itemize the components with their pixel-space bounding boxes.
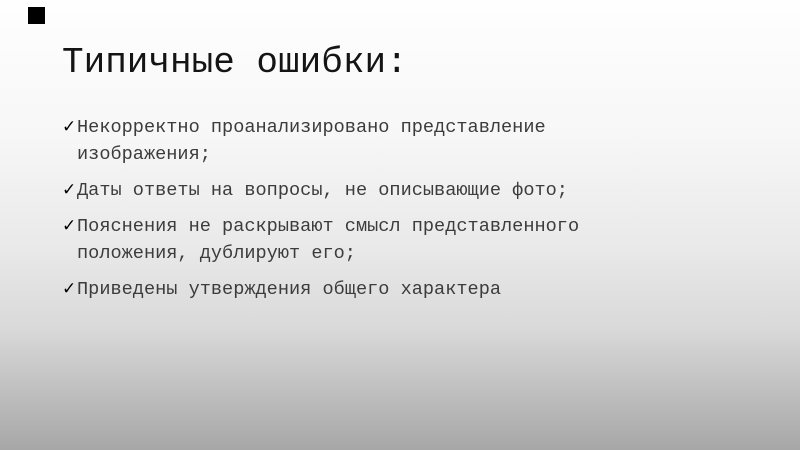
list-item: [62, 114, 687, 168]
bullet-text: Даты ответы на вопросы, не описывающие фото;: [77, 180, 568, 201]
bullet-list: [62, 114, 687, 312]
corner-square-decoration: [28, 7, 45, 24]
bullet-text: Приведены утверждения общего характера: [77, 279, 502, 300]
bullet-text: Некорректно проанализировано представление изображения;: [77, 117, 546, 165]
checkmark-icon: ✓: [62, 279, 77, 299]
list-item: [62, 213, 687, 267]
list-item: [62, 276, 687, 303]
checkmark-icon: ✓: [62, 216, 77, 236]
bullet-text: Пояснения не раскрывают смысл представленного положения, дублируют его;: [77, 216, 580, 264]
checkmark-icon: ✓: [62, 180, 77, 200]
checkmark-icon: ✓: [62, 117, 77, 137]
slide-title: Типичные ошибки:: [62, 42, 408, 83]
list-item: [62, 177, 687, 204]
